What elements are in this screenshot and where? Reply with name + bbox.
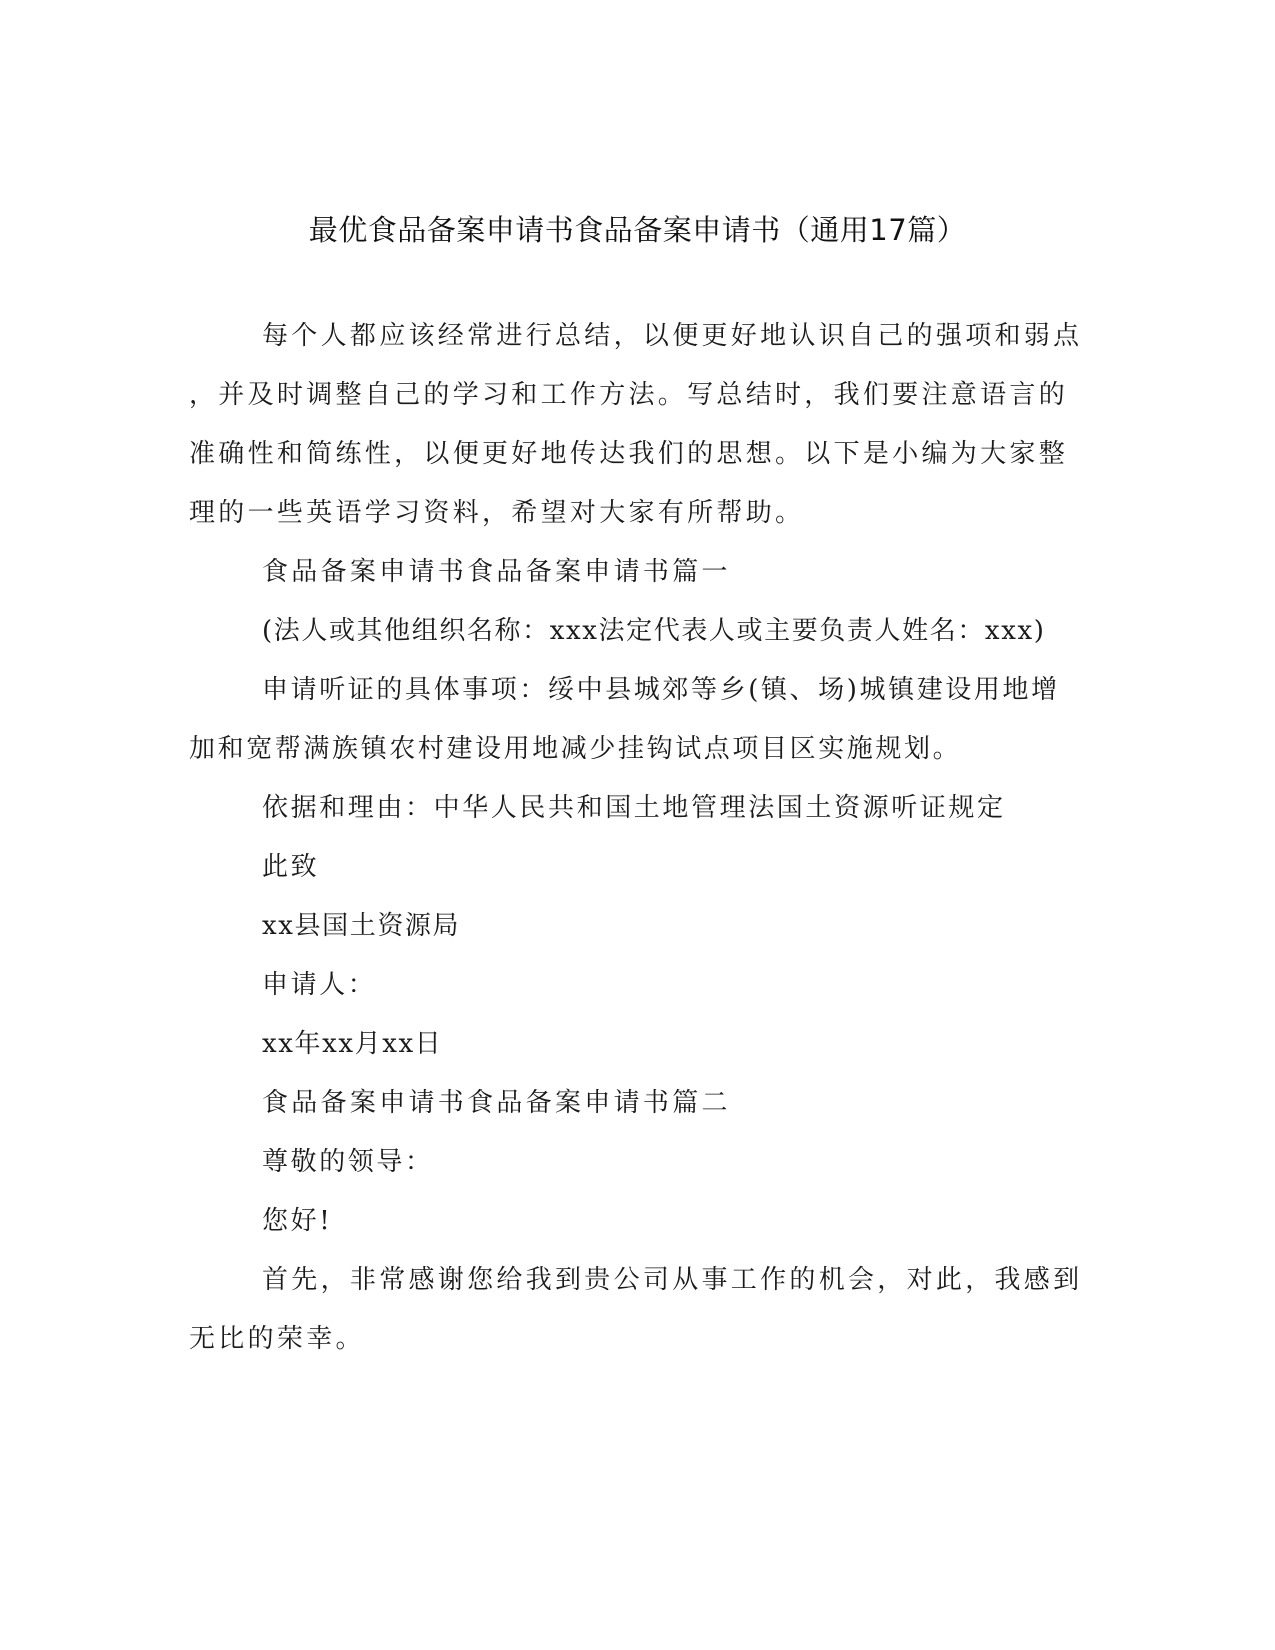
section2-body-line-1: 首先，非常感谢您给我到贵公司从事工作的机会，对此，我感到 [262,1265,1083,1295]
section2-greeting: 尊敬的领导： [262,1147,434,1177]
intro-line-2: ，并及时调整自己的学习和工作方法。写总结时，我们要注意语言的 [189,380,1069,410]
intro-line-4: 理的一些英语学习资料，希望对大家有所帮助。 [189,498,805,528]
section1-matter-line-2: 加和宽帮满族镇农村建设用地减少挂钩试点项目区实施规划。 [189,734,962,764]
intro-line-3: 准确性和简练性，以便更好地传达我们的思想。以下是小编为大家整 [189,439,1069,469]
section2-heading: 食品备案申请书食品备案申请书篇二 [262,1088,731,1118]
intro-line-1: 每个人都应该经常进行总结，以便更好地认识自己的强项和弱点 [262,321,1083,351]
section1-applicant-label: 申请人： [262,970,377,1000]
section1-basis: 依据和理由：中华人民共和国土地管理法国土资源听证规定 [262,793,1006,823]
section1-applicant-info: (法人或其他组织名称：xxx法定代表人或主要负责人姓名：xxx) [262,616,1046,646]
section1-matter-line-1: 申请听证的具体事项：绥中县城郊等乡(镇、场)城镇建设用地增 [262,675,1060,705]
document-title: 最优食品备案申请书食品备案申请书（通用17篇） [308,213,967,247]
section1-heading: 食品备案申请书食品备案申请书篇一 [262,557,731,587]
section2-hello: 您好! [262,1206,333,1236]
section1-salutation: 此致 [262,852,320,882]
section1-recipient: xx县国土资源局 [262,911,461,941]
section2-body-line-2: 无比的荣幸。 [189,1324,365,1354]
section1-date: xx年xx月xx日 [262,1029,443,1059]
